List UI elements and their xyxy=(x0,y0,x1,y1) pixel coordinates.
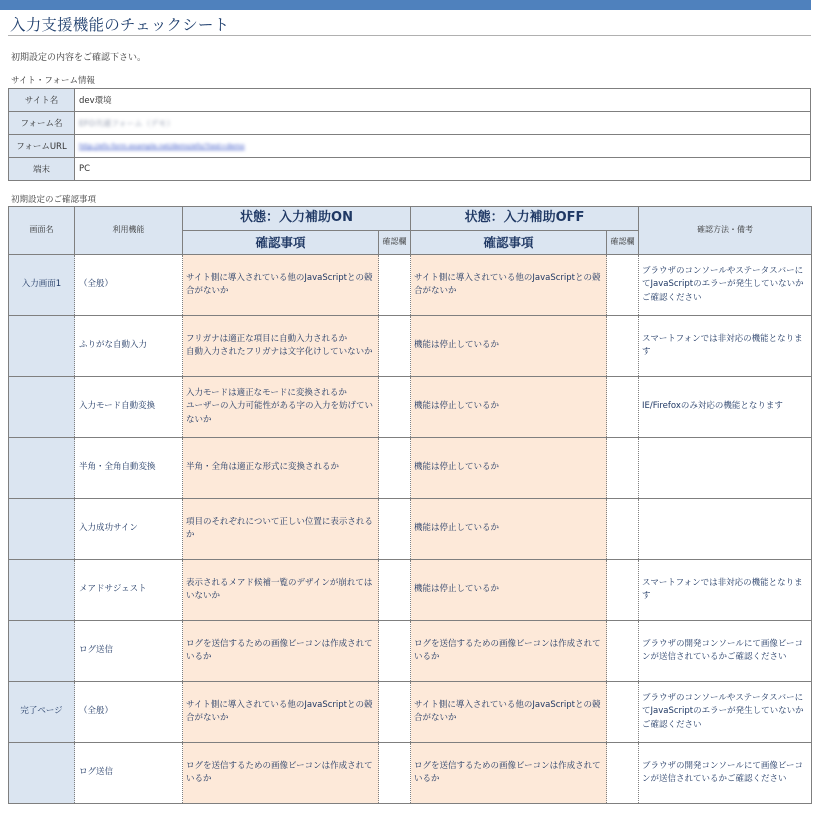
off-tick-cell[interactable] xyxy=(607,621,639,682)
on-check-item-cell-text: ログを送信するための画像ビーコンは作成されているか xyxy=(186,760,373,784)
off-tick-cell[interactable] xyxy=(607,743,639,804)
method-note-cell xyxy=(639,255,812,316)
screen-name-cell xyxy=(9,316,75,377)
feature-cell xyxy=(75,377,183,438)
on-check-item-cell xyxy=(183,682,379,743)
off-tick-cell[interactable] xyxy=(607,377,639,438)
check-row xyxy=(9,621,812,682)
off-check-item-cell xyxy=(411,255,607,316)
on-check-item-cell xyxy=(183,438,379,499)
method-note-cell-text: スマートフォンでは非対応の機能となります xyxy=(642,577,803,601)
on-check-item-cell-text: 半角・全角は適正な形式に変換されるか xyxy=(186,462,340,473)
screen-name-cell xyxy=(9,560,75,621)
off-tick-cell[interactable] xyxy=(607,499,639,560)
feature-cell-text: （全般） xyxy=(79,706,114,717)
off-check-item-cell-text: 機能は停止しているか xyxy=(414,584,500,595)
on-check-item-cell xyxy=(183,255,379,316)
device-row xyxy=(9,158,811,181)
top-accent-bar xyxy=(0,0,811,10)
feature-cell xyxy=(75,743,183,804)
header-screen: 画面名 xyxy=(9,207,75,255)
on-check-item-cell-text: ログを送信するための画像ビーコンは作成されているか xyxy=(186,638,373,662)
on-tick-cell[interactable] xyxy=(379,560,411,621)
form-name-row xyxy=(9,112,811,135)
site-info-heading: サイト・フォーム情報 xyxy=(11,76,95,86)
off-check-item-cell xyxy=(411,316,607,377)
off-check-item-cell xyxy=(411,377,607,438)
off-check-item-cell xyxy=(411,682,607,743)
site-name-value: dev環境 xyxy=(75,89,811,112)
check-header-row-1 xyxy=(9,207,812,231)
screen-name-cell-text: 完了ページ xyxy=(20,706,63,717)
off-check-item-cell-text: 機能は停止しているか xyxy=(414,462,500,473)
feature-cell xyxy=(75,255,183,316)
on-tick-cell[interactable] xyxy=(379,499,411,560)
on-check-item-cell xyxy=(183,621,379,682)
on-check-item-cell-text: 表示されるメアド候補一覧のデザインが崩れてはいないか xyxy=(186,577,373,601)
on-check-item-cell xyxy=(183,499,379,560)
off-check-item-cell xyxy=(411,743,607,804)
feature-cell xyxy=(75,316,183,377)
device-key: 端末 xyxy=(9,158,75,181)
on-check-item-cell xyxy=(183,560,379,621)
screen-name-cell xyxy=(9,499,75,560)
header-state-on: 状態：入力補助ON xyxy=(183,207,411,231)
feature-cell-text: ふりがな自動入力 xyxy=(79,340,148,351)
header-state-off: 状態：入力補助OFF xyxy=(411,207,639,231)
header-off-item: 確認事項 xyxy=(411,231,607,255)
method-note-cell xyxy=(639,682,812,743)
method-note-cell xyxy=(639,621,812,682)
check-heading: 初期設定のご確認事項 xyxy=(11,195,97,205)
page-title: 入力支援機能のチェックシート xyxy=(10,16,230,34)
check-row xyxy=(9,377,812,438)
check-row xyxy=(9,316,812,377)
method-note-cell-text: スマートフォンでは非対応の機能となります xyxy=(642,333,803,357)
feature-cell xyxy=(75,682,183,743)
off-check-item-cell-text: 機能は停止しているか xyxy=(414,340,500,351)
method-note-cell xyxy=(639,316,812,377)
feature-cell-text: 入力成功サイン xyxy=(79,523,138,534)
header-method: 確認方法・備考 xyxy=(639,207,812,255)
off-tick-cell[interactable] xyxy=(607,560,639,621)
form-name-value: EFO共通フォーム（デモ） xyxy=(79,118,175,128)
header-off-tick: 確認欄 xyxy=(607,231,639,255)
off-check-item-cell-text: ログを送信するための画像ビーコンは作成されているか xyxy=(414,638,601,662)
method-note-cell-text: ブラウザのコンソールやステータスバーにてJavaScriptのエラーが発生していないかご確認ください xyxy=(642,266,804,303)
method-note-cell-text: ブラウザの開発コンソールにて画像ビーコンが送信されているかご確認ください xyxy=(642,760,803,784)
title-divider xyxy=(8,35,811,36)
off-tick-cell[interactable] xyxy=(607,682,639,743)
screen-name-cell xyxy=(9,682,75,743)
feature-cell-text: ログ送信 xyxy=(79,645,114,656)
on-tick-cell[interactable] xyxy=(379,255,411,316)
feature-cell-text: 半角・全角自動変換 xyxy=(79,462,156,473)
check-row xyxy=(9,743,812,804)
on-check-item-cell-text: 入力モードは適正なモードに変換されるか ユーザーの入力可能性がある字の入力を妨げていないか xyxy=(186,388,374,425)
method-note-cell xyxy=(639,499,812,560)
site-name-row xyxy=(9,89,811,112)
check-row xyxy=(9,682,812,743)
screen-name-cell-text: 入力画面1 xyxy=(21,279,62,290)
feature-cell xyxy=(75,499,183,560)
check-row xyxy=(9,560,812,621)
device-value: PC xyxy=(75,158,811,181)
feature-cell xyxy=(75,438,183,499)
on-check-item-cell-text: サイト側に導入されている他のJavaScriptとの競合がないか xyxy=(186,699,373,723)
method-note-cell-text: ブラウザのコンソールやステータスバーにてJavaScriptのエラーが発生していないかご確認ください xyxy=(642,693,804,730)
header-on-tick: 確認欄 xyxy=(379,231,411,255)
on-tick-cell[interactable] xyxy=(379,743,411,804)
header-on-item: 確認事項 xyxy=(183,231,379,255)
method-note-cell xyxy=(639,377,812,438)
form-name-key: フォーム名 xyxy=(9,112,75,135)
check-row xyxy=(9,438,812,499)
feature-cell xyxy=(75,560,183,621)
off-check-item-cell-text: 機能は停止しているか xyxy=(414,401,500,412)
off-check-item-cell xyxy=(411,499,607,560)
method-note-cell-text: IE/Firefoxのみ対応の機能となります xyxy=(642,401,783,412)
off-tick-cell[interactable] xyxy=(607,316,639,377)
check-table-body xyxy=(9,255,812,804)
on-tick-cell[interactable] xyxy=(379,621,411,682)
off-check-item-cell-text: サイト側に導入されている他のJavaScriptとの競合がないか xyxy=(414,699,601,723)
off-check-item-cell-text: ログを送信するための画像ビーコンは作成されているか xyxy=(414,760,601,784)
check-row xyxy=(9,499,812,560)
site-name-key: サイト名 xyxy=(9,89,75,112)
off-tick-cell[interactable] xyxy=(607,255,639,316)
form-url-row xyxy=(9,135,811,158)
on-check-item-cell-text: フリガナは適正な項目に自動入力されるか 自動入力されたフリガナは文字化けしていないか xyxy=(186,333,373,357)
on-check-item-cell xyxy=(183,377,379,438)
method-note-cell xyxy=(639,438,812,499)
on-check-item-cell xyxy=(183,743,379,804)
form-url-key: フォームURL xyxy=(9,135,75,158)
feature-cell-text: メアドサジェスト xyxy=(79,584,147,595)
on-check-item-cell xyxy=(183,316,379,377)
on-tick-cell[interactable] xyxy=(379,316,411,377)
method-note-cell xyxy=(639,560,812,621)
check-row xyxy=(9,255,812,316)
screen-name-cell xyxy=(9,743,75,804)
on-check-item-cell-text: サイト側に導入されている他のJavaScriptとの競合がないか xyxy=(186,272,373,296)
check-table xyxy=(8,206,812,804)
method-note-cell-text: ブラウザの開発コンソールにて画像ビーコンが送信されているかご確認ください xyxy=(642,638,803,662)
feature-cell-text: ログ送信 xyxy=(79,767,114,778)
screen-name-cell xyxy=(9,377,75,438)
feature-cell-text: （全般） xyxy=(79,279,114,290)
header-feature: 利用機能 xyxy=(75,207,183,255)
site-info-table xyxy=(8,88,811,181)
screen-name-cell xyxy=(9,438,75,499)
on-check-item-cell-text: 項目のそれぞれについて正しい位置に表示されるか xyxy=(186,516,373,540)
on-tick-cell[interactable] xyxy=(379,438,411,499)
intro-text: 初期設定の内容をご確認下さい。 xyxy=(11,53,147,63)
on-tick-cell[interactable] xyxy=(379,682,411,743)
off-check-item-cell xyxy=(411,621,607,682)
off-check-item-cell xyxy=(411,438,607,499)
off-check-item-cell-text: サイト側に導入されている他のJavaScriptとの競合がないか xyxy=(414,272,601,296)
feature-cell xyxy=(75,621,183,682)
on-tick-cell[interactable] xyxy=(379,377,411,438)
off-check-item-cell-text: 機能は停止しているか xyxy=(414,523,500,534)
off-tick-cell[interactable] xyxy=(607,438,639,499)
feature-cell-text: 入力モード自動変換 xyxy=(79,401,156,412)
screen-name-cell xyxy=(9,255,75,316)
off-check-item-cell xyxy=(411,560,607,621)
screen-name-cell xyxy=(9,621,75,682)
method-note-cell xyxy=(639,743,812,804)
form-url-link[interactable]: http://efo-form.example.net/demo/efo/?test=demo xyxy=(79,142,245,150)
